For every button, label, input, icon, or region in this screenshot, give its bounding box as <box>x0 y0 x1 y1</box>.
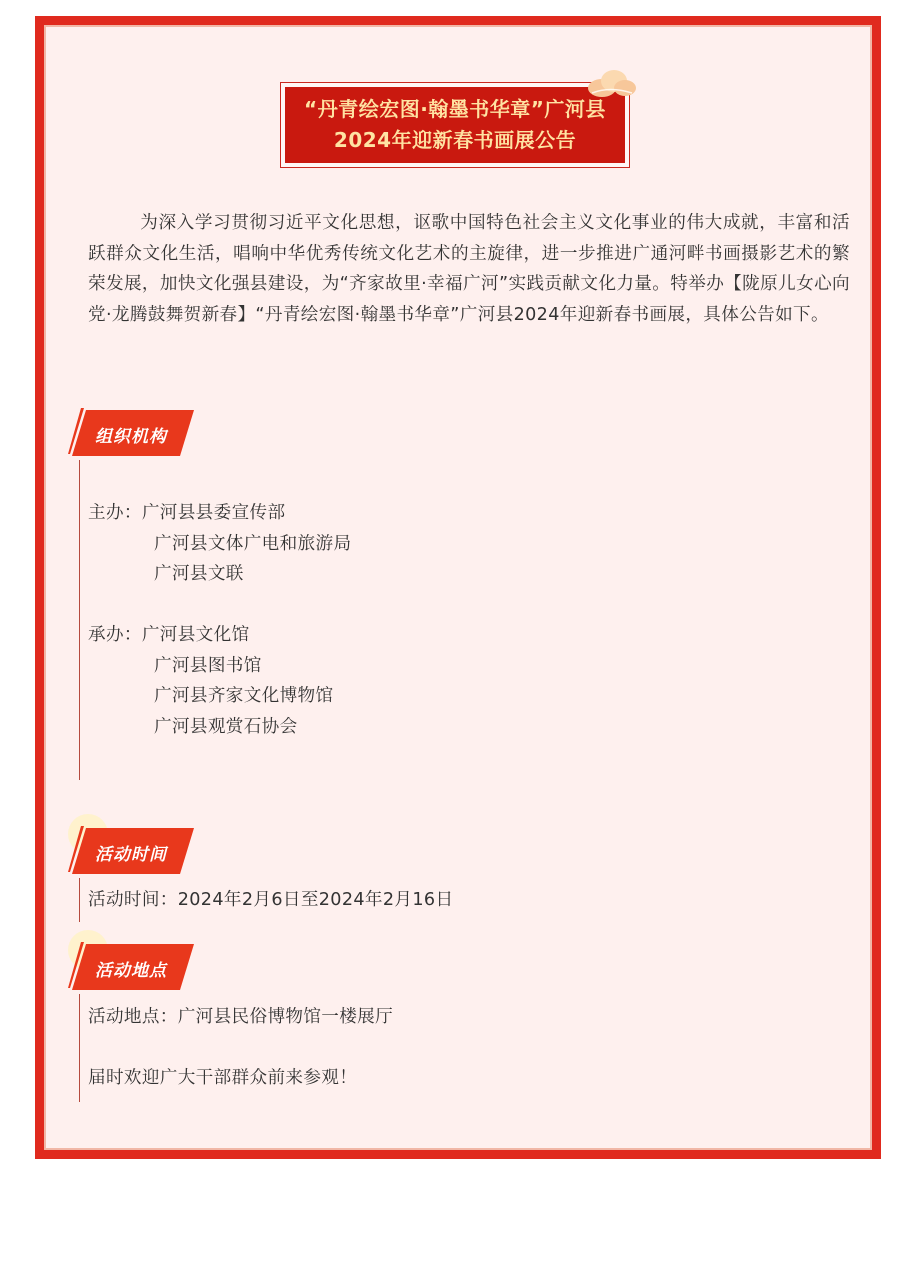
organizer-4: 广河县观赏石协会 <box>154 716 298 737</box>
title-line-2: 2024年迎新春书画展公告 <box>333 128 577 152</box>
section-line-org <box>79 460 80 780</box>
title-line-1: “丹青绘宏图·翰墨书华章”广河县 <box>304 97 606 121</box>
org-organizer-block <box>88 620 333 742</box>
section-title-time: 活动时间 <box>95 845 167 865</box>
title-banner <box>280 82 630 168</box>
section-tag-org <box>68 408 196 458</box>
section-title-org: 组织机构 <box>95 427 167 447</box>
organizer-1: 广河县文化馆 <box>141 625 250 645</box>
intro-text: 为深入学习贯彻习近平文化思想，讴歌中国特色社会主义文化事业的伟大成就，丰富和活跃群众文化生活，唱响中华优秀传统文化艺术的主旋律，进一步推进广通河畔书画摄影艺术的繁荣发展，加快文化强县建设，为“齐家故里·幸福广河”实践贡献文化力量。特举办【陇原儿女心向党·龙腾鼓舞贺新春】“丹青绘宏图·翰墨书华章”广河县2024年迎新春书画展，具体公告如下。 <box>88 213 850 325</box>
time-block <box>88 885 453 916</box>
time-text: 活动时间：2024年2月6日至2024年2月16日 <box>88 890 454 910</box>
host-2: 广河县文体广电和旅游局 <box>154 533 352 554</box>
place-text: 活动地点：广河县民俗博物馆一楼展厅 <box>88 1007 394 1027</box>
organizer-label: 承办： <box>88 625 142 645</box>
organizer-2: 广河县图书馆 <box>154 655 262 676</box>
title-box <box>285 87 625 163</box>
host-3: 广河县文联 <box>154 564 244 585</box>
section-tag-place <box>68 942 196 992</box>
section-line-time <box>79 878 80 922</box>
host-label: 主办： <box>88 503 142 523</box>
host-1: 广河县县委宣传部 <box>141 503 286 523</box>
section-line-place <box>79 994 80 1102</box>
intro-paragraph <box>88 208 850 330</box>
organizer-3: 广河县齐家文化博物馆 <box>154 686 334 707</box>
cloud-icon <box>582 66 638 100</box>
section-tag-time <box>68 826 196 876</box>
place-block <box>88 1002 393 1093</box>
section-title-place: 活动地点 <box>95 961 167 981</box>
org-host-block <box>88 498 351 590</box>
closing-text: 届时欢迎广大干部群众前来参观！ <box>88 1067 358 1088</box>
